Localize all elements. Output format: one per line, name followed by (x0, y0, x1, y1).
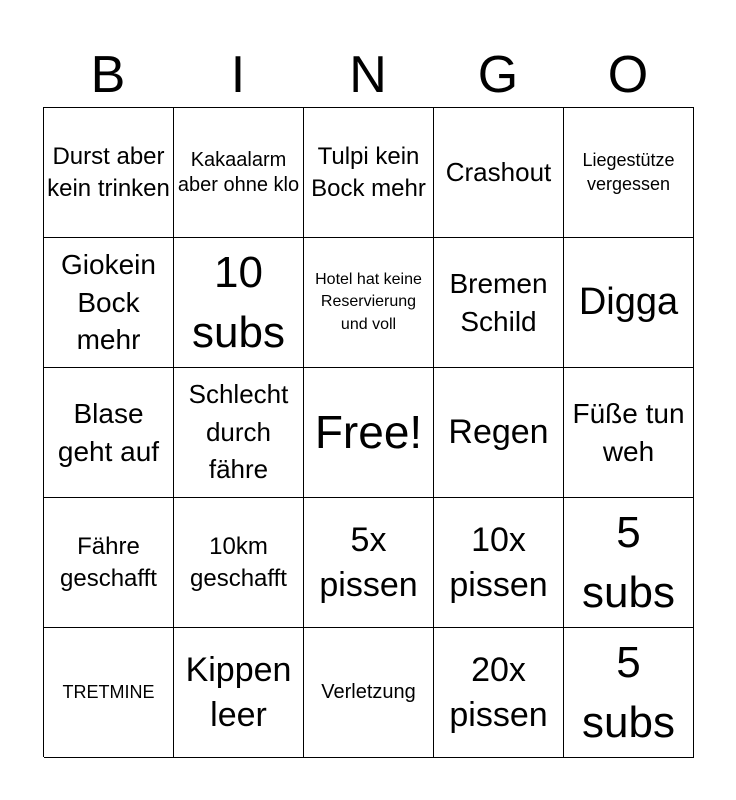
bingo-cell[interactable] (434, 498, 564, 628)
bingo-cell[interactable] (44, 628, 174, 758)
bingo-cell[interactable] (564, 628, 694, 758)
bingo-cell[interactable] (44, 498, 174, 628)
bingo-cell[interactable] (304, 628, 434, 758)
cell-text: Kakaalarm aber ohne klo (177, 148, 300, 196)
cell-text: 5 subs (582, 508, 675, 617)
cell-text: 10 subs (192, 248, 285, 357)
bingo-cell[interactable] (434, 628, 564, 758)
cell-text: Kippen leer (185, 651, 292, 734)
cell-text: 10km geschafft (190, 532, 287, 592)
bingo-cell[interactable] (174, 498, 304, 628)
cell-text: Füße tun weh (572, 397, 685, 467)
bingo-grid (43, 107, 694, 757)
bingo-cell[interactable] (434, 238, 564, 368)
bingo-cell[interactable] (174, 628, 304, 758)
bingo-cell[interactable] (44, 368, 174, 498)
bingo-cell[interactable] (564, 108, 694, 238)
cell-text: Blase geht auf (57, 397, 160, 467)
cell-text: Verletzung (321, 681, 416, 703)
bingo-cell[interactable] (174, 238, 304, 368)
bingo-cell[interactable] (564, 368, 694, 498)
cell-text: Tulpi kein Bock mehr (311, 142, 426, 202)
cell-text: 5x pissen (319, 521, 418, 604)
bingo-cell[interactable] (44, 108, 174, 238)
cell-text: Digga (578, 280, 679, 323)
bingo-cell[interactable] (174, 108, 304, 238)
cell-text: Hotel hat keine Reservierung und voll (315, 270, 422, 333)
bingo-cell[interactable] (44, 238, 174, 368)
bingo-cell[interactable] (304, 108, 434, 238)
cell-text: Fähre geschafft (60, 532, 157, 592)
bingo-cell[interactable] (304, 238, 434, 368)
cell-text: Schlecht durch fähre (188, 378, 289, 485)
cell-text: Crashout (445, 156, 552, 187)
cell-text: Liegestütze vergessen (582, 150, 675, 194)
bingo-cell[interactable] (564, 498, 694, 628)
bingo-header (43, 42, 693, 108)
bingo-cell[interactable] (304, 498, 434, 628)
cell-text: Bremen Schild (449, 267, 548, 337)
cell-text: 20x pissen (449, 651, 548, 734)
header-letter-o: O (607, 46, 649, 104)
bingo-cell[interactable] (564, 238, 694, 368)
cell-text: Free! (314, 405, 423, 458)
cell-text: 5 subs (582, 638, 675, 747)
header-letter-i: I (230, 46, 246, 104)
bingo-cell[interactable] (434, 108, 564, 238)
bingo-cell-free[interactable] (304, 368, 434, 498)
cell-text: Regen (448, 413, 549, 452)
header-letter-b: B (90, 46, 126, 104)
cell-text: Giokein Bock mehr (61, 248, 156, 356)
cell-text: TRETMINE (62, 681, 155, 702)
bingo-cell[interactable] (174, 368, 304, 498)
bingo-cell[interactable] (434, 368, 564, 498)
cell-text: 10x pissen (449, 521, 548, 604)
header-letter-n: N (349, 46, 387, 104)
header-letter-g: G (477, 46, 519, 104)
cell-text: Durst aber kein trinken (47, 142, 170, 202)
